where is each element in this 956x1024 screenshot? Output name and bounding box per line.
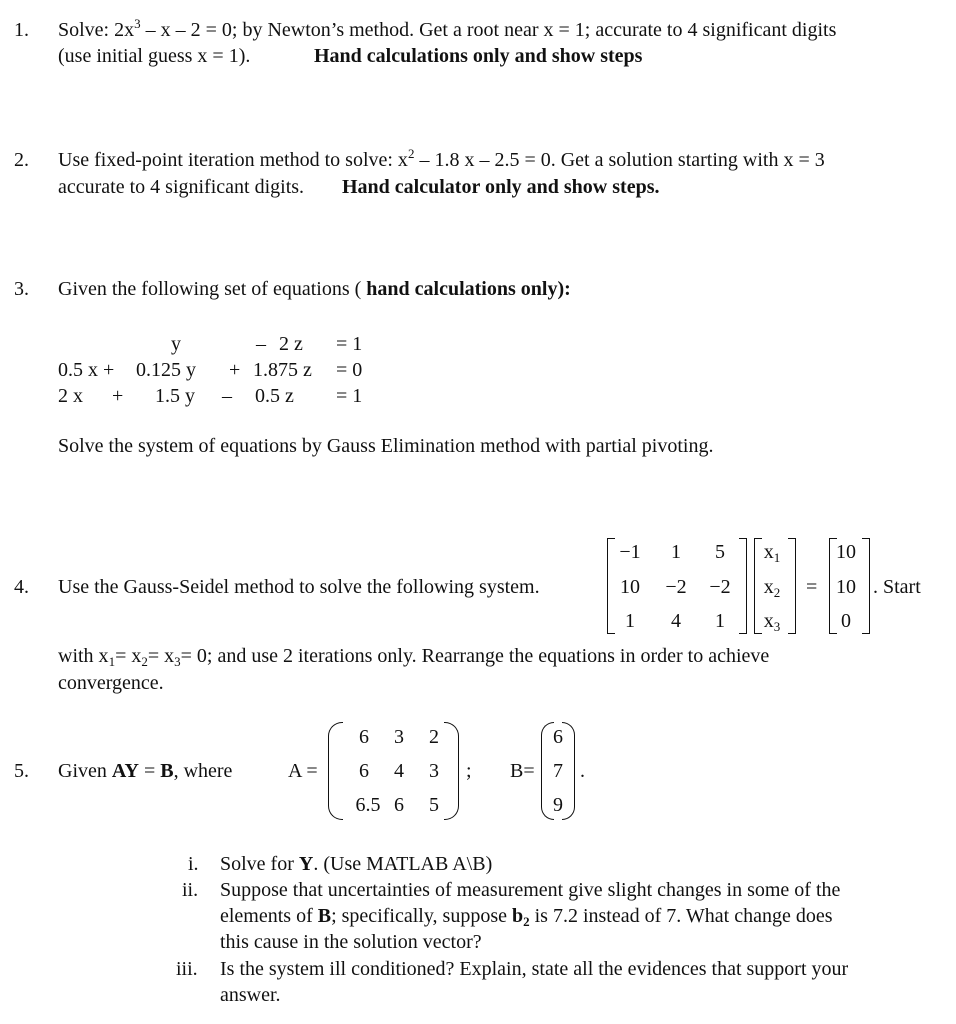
right-paren xyxy=(444,722,459,820)
separator: ; xyxy=(466,760,472,782)
matrix-cell: 3 xyxy=(394,726,404,748)
right-paren xyxy=(562,722,575,820)
equation-term: 0.5 z xyxy=(255,385,294,407)
matrix-cell: 6 xyxy=(359,760,369,782)
left-paren xyxy=(328,722,343,820)
question-text: . Start xyxy=(873,576,921,598)
sub-question-text: Solve for Y. (Use MATLAB A\B) xyxy=(220,853,493,875)
equation-term: 2 z xyxy=(279,333,303,355)
equation-term: – xyxy=(256,333,266,355)
punctuation: . xyxy=(580,760,585,782)
matrix-cell: 6 xyxy=(359,726,369,748)
question-number: 3. xyxy=(14,278,29,300)
sub-question-text: elements of B; specifically, suppose $b_2$ is 7.2 instead of 7. What change does xyxy=(220,905,833,929)
bold-instruction: Hand calculations only and show steps xyxy=(314,45,643,67)
matrix-cell: 4 xyxy=(394,760,404,782)
equation-term: 1.5 y xyxy=(155,385,195,407)
matrix-cell: 1 xyxy=(625,610,635,632)
question-text: convergence. xyxy=(58,672,164,694)
matrix-cell: 1 xyxy=(715,610,725,632)
equation-term: = 1 xyxy=(336,333,363,355)
sub-question-text: answer. xyxy=(220,984,281,1006)
vector-cell: 10 xyxy=(836,541,856,563)
right-bracket xyxy=(788,538,796,634)
matrix-cell: −2 xyxy=(709,576,731,598)
roman-numeral: ii. xyxy=(182,879,199,901)
equation-term: + xyxy=(229,359,241,381)
equation-term: = 0 xyxy=(336,359,363,381)
matrix-cell: 4 xyxy=(671,610,681,632)
matrix-cell: 6 xyxy=(394,794,404,816)
equation-term: + xyxy=(112,385,124,407)
question-instruction: Solve the system of equations by Gauss Elimination method with partial pivoting. xyxy=(58,435,714,457)
vector-cell: 9 xyxy=(553,794,563,816)
equation-term: 1.875 z xyxy=(253,359,312,381)
matrix-cell: 6.5 xyxy=(355,794,381,816)
vector-cell: 10 xyxy=(836,576,856,598)
sub-question-text: Suppose that uncertainties of measurement give slight changes in some of the xyxy=(220,879,841,901)
equation-term: 0.125 y xyxy=(136,359,196,381)
roman-numeral: i. xyxy=(188,853,199,875)
matrix-label: A = xyxy=(288,760,318,782)
vector-cell: $x_3$ xyxy=(763,610,781,634)
equals-sign: = xyxy=(806,576,818,598)
matrix-cell: 5 xyxy=(429,794,439,816)
equation-term: – xyxy=(222,385,232,407)
equation-term: 0.5 x + xyxy=(58,359,115,381)
question-number: 5. xyxy=(14,760,29,782)
matrix-cell: −1 xyxy=(619,541,641,563)
question-number: 4. xyxy=(14,576,29,598)
question-text: Use the Gauss-Seidel method to solve the following system. xyxy=(58,576,540,598)
vector-cell: $x_1$ xyxy=(763,541,781,565)
bold-instruction: Hand calculator only and show steps. xyxy=(342,176,660,198)
right-bracket xyxy=(739,538,747,634)
vector-cell: 6 xyxy=(553,726,563,748)
question-text: Solve: $2x^3 - x - 2 = 0$; by Newton’s method. Get a root near x = 1; accurate to 4 significant digits xyxy=(58,16,837,41)
matrix-cell: 10 xyxy=(620,576,640,598)
vector-cell: $x_2$ xyxy=(763,576,781,600)
matrix-cell: 5 xyxy=(715,541,725,563)
vector-cell: 0 xyxy=(841,610,851,632)
matrix-cell: −2 xyxy=(665,576,687,598)
matrix-cell: 3 xyxy=(429,760,439,782)
equation-term: = 1 xyxy=(336,385,363,407)
vector-label: B= xyxy=(510,760,535,782)
matrix-cell: 1 xyxy=(671,541,681,563)
sub-question-text: Is the system ill conditioned? Explain, state all the evidences that support your xyxy=(220,958,849,980)
question-number: 1. xyxy=(14,19,29,41)
equation-term: y xyxy=(171,333,181,355)
sub-question-text: this cause in the solution vector? xyxy=(220,931,482,953)
question-text: Given AY = B, where xyxy=(58,760,233,782)
question-number: 2. xyxy=(14,149,29,171)
question-text: accurate to 4 significant digits. xyxy=(58,176,305,198)
roman-numeral: iii. xyxy=(176,958,198,980)
matrix-cell: 2 xyxy=(429,726,439,748)
question-text: Given the following set of equations ( hand calculations only): xyxy=(58,278,571,300)
right-bracket xyxy=(862,538,870,634)
question-text: Use fixed-point iteration method to solve: $x^2 - 1.8$ x – 2.5 = 0. Get a solution starting with x = 3 xyxy=(58,146,825,171)
question-text: (use initial guess x = 1). xyxy=(58,45,251,67)
equation-term: 2 x xyxy=(58,385,83,407)
question-text: with $x_1= x_2= x_3= 0$; and use 2 iterations only. Rearrange the equations in order to achieve xyxy=(58,645,770,669)
vector-cell: 7 xyxy=(553,760,563,782)
